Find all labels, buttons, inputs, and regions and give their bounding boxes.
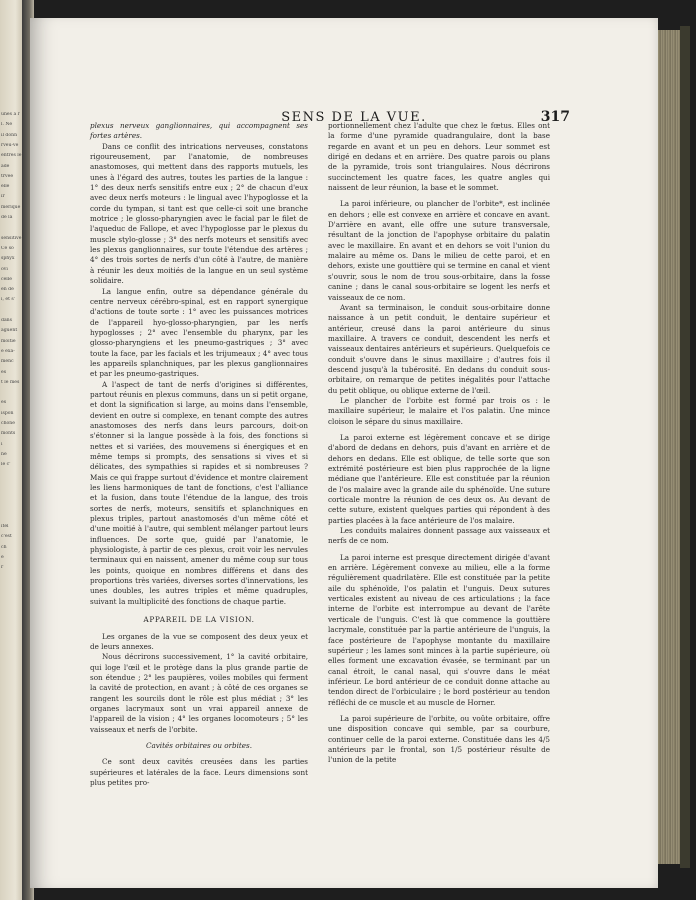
previous-page-fragment: en de	[1, 287, 14, 293]
previous-page-edge	[0, 0, 22, 900]
paragraph: Avant sa terminaison, le conduit sous-orbitaire donne naissance à un petit conduit, le dentaire supérieur et antérieur, creusé dans la paroi antérieure du sinus maxillaire. A travers ce conduit, descendent les nerfs et vaisseaux dentaires antérieurs et supérieurs. Quelquefois ce conduit s'ouvre dans le sinus maxillaire ; d'autres fois il descend jusqu'à la tubérosité. En dedans du conduit sous-orbitaire, on remarque de petites inégalités pour l'attache du petit oblique, ou oblique externe de l'œil.	[328, 302, 550, 395]
previous-page-fragment: r	[1, 565, 4, 571]
previous-page-fragment: il donn	[1, 132, 18, 138]
previous-page-fragment: i, et s'	[1, 297, 16, 303]
previous-page-fragment: mérique	[1, 204, 21, 210]
previous-page-fragment: sphyx	[1, 256, 15, 262]
paragraph: La paroi interne est presque directement dirigée d'avant en arrière. Légèrement convexe au milieu, elle a la forme régulièrement quadrilatère. Elle est constituée par la petite aile du sphénoïde, l'os palatin et l'unguis. Deux sutures verticales existent au niveau de ces articulations ; la face interne de l'orbite est interrompue au devant de l'arête verticale de l'unguis. C'est là que commence la gouttière lacrymale, constituée par la partie antérieure de l'unguis, la face postérieure de l'apophyse montante du maxillaire supérieur ; les lames sont minces à la partie supérieure, où elles forment une excavation évasée, se terminant par un canal étroit, le canal nasal, qui s'ouvre dans le méat inférieur. Le bord antérieur de ce conduit donne attache au tendon direct de l'orbiculaire ; le bord postérieur au tendon réfléchi de ce muscle et au muscle de Horner.	[328, 552, 550, 707]
previous-page-fragment: l. Ne	[1, 122, 13, 128]
previous-page-fragment: ade	[1, 163, 10, 169]
previous-page-fragment: entres le	[1, 153, 22, 159]
previous-page-fragment: c'est	[1, 534, 12, 540]
running-title: SENS DE LA VUE.	[281, 110, 427, 125]
paragraph: La paroi inférieure, ou plancher de l'orbite*, est inclinée en dehors ; elle est convexe en arrière et concave en avant. D'arrière en avant, elle offre une suture transversale, résultant de la jonction de l'apophyse orbitaire du palatin avec le maxillaire. En avant et en dehors se voit l'union du malaire au même os. Dans le milieu de cette paroi, et en dehors, existe une gouttière qui se termine en canal et vient s'ouvrir, sous le nom de trou sous-orbitaire, dans la fosse canine ; dans le canal sous-orbitaire se logent les nerfs et vaisseaux de ce nom.	[328, 199, 550, 302]
previous-page-fragment: ovi	[1, 266, 8, 272]
previous-page-fragment: trvée	[1, 173, 14, 179]
previous-page-fragment: ch	[1, 544, 7, 550]
previous-page-fragment: aguent	[1, 328, 18, 334]
previous-page-fragment: le c'	[1, 462, 11, 468]
previous-page-fragment: sensitive	[1, 235, 22, 241]
paragraph: Dans ce conflit des intrications nerveuses, constatons rigoureusement, par l'anatomie, de nombreuses anastomoses, qui mettent dans des rapports mutuels, les unes à l'égard des autres, toutes les parties de la langue : 1° des deux nerfs sensitifs entre eux ; 2° de chacun d'eux avec deux nerfs moteurs : le lingual avec l'hypoglosse et la corde du tympan, si tant est que celle-ci soit une branche motrice ; le glosso-pharyngien avec le facial par le filet de l'aqueduc de Fallope, et avec l'hypoglosse par le plexus du muscle stylo-glosse ; 3° des nerfs moteurs et sensitifs avec les plexus ganglionnaires, sur toute l'étendue des artères ; 4° des trois sortes de nerfs d'un côté à l'autre, de manière à réunir les deux moitiés de la langue en un seul système solidaire.	[90, 141, 308, 286]
previous-page-fragment: i	[1, 441, 3, 447]
previous-page-fragment: moitié	[1, 338, 16, 344]
previous-page-fragment: menc	[1, 359, 14, 365]
paragraph: plexus nerveux ganglionnaires, qui accompagnent ses fortes artères.	[90, 121, 308, 141]
previous-page-fragment: es	[1, 400, 7, 406]
paragraph: La langue enfin, outre sa dépendance générale du centre nerveux cérébro-spinal, est en rapport synergique d'actions de toute sorte : 1° avec les puissances motrices de l'appareil hyo-glosso-pharyngien, par les nerfs hypoglosses ; 2° avec l'ensemble du pharynx, par les glosso-pharyngiens et les pneumo-gastriques ; 3° avec toute la face, par les facials et les trijumeaux ; 4° avec tous les appareils splanchniques, par les plexus ganglionnaires et par les pneumo-gastriques.	[90, 286, 308, 379]
previous-page-fragment: Ce so	[1, 245, 14, 251]
previous-page-fragment: itel	[1, 524, 9, 529]
previous-page-fragment: unes à l'	[1, 112, 21, 117]
previous-page-fragment: chone	[1, 421, 15, 426]
previous-page-fragment: e	[1, 554, 4, 560]
page-number: 317	[540, 109, 570, 125]
book-page	[30, 18, 658, 888]
paragraph: Ce sont deux cavités creusées dans les parties supérieures et latérales de la face. Leurs dimensions sont plus petites pro-	[90, 757, 308, 787]
previous-page-fragment: de la	[1, 215, 13, 220]
previous-page-fragment: ne	[1, 451, 7, 457]
paragraph: Les conduits malaires donnent passage aux vaisseaux et nerfs de ce nom.	[328, 526, 550, 546]
paragraph: La paroi externe est légèrement concave et se dirige d'abord de dedans en dehors, puis d'avant en arrière et de dehors en dedans. Elle est oblique, de telle sorte que son extrémité postérieure est bien plus rapprochée de la ligne médiane que l'antérieure. Elle est constituée par la réunion de l'os malaire avec la grande aile du sphénoïde. Une suture corticale montre la réunion de ces deux os. Au devant de cette suture, existent quelques parties qui répondent à des parties placées à la face antérieure de l'os malaire.	[328, 432, 550, 525]
paragraph: Le plancher de l'orbite est formé par trois os : le maxillaire supérieur, le malaire et l'os palatin. Une mince cloison le sépare du sinus maxillaire.	[328, 395, 550, 426]
previous-page-fragment: dans	[1, 318, 12, 323]
previous-page-fragment: e exa-	[1, 348, 15, 354]
paragraph: A l'aspect de tant de nerfs d'origines si différentes, partout réunis en plexus communs, dans un si petit organe, et dont la signification si large, au moins dans l'ensemble, devient en outre si complexe, en tenant compte des autres anastomoses des nerfs dans leurs parcours, doit-on s'étonner si la langue possède à la fois, des fonctions si nettes et si variées, des mouvemens si énergiques et en même temps si prompts, des sensations si vives et si délicates, des sympathies si rapides et si nombreuses ? Mais ce qui frappe surtout d'évidence et montre clairement les liens harmoniques de tant de fonctions, c'est l'alliance et la fusion, dans toute l'étendue de la langue, des trois sortes de nerfs, moteurs, sensitifs et splanchniques en plexus triples, partout anastomosés d'un même côté et d'une moitié à l'autre, qui semblent mélanger partout leurs influences. De sorte que, guidé par l'anatomie, le physiologiste, à partir de ces plexus, croit voir les nervules terminaux qui en naissent, amener du même coup sur tous les points, quoique en nombres différens et dans des proportions très variées, diverses sortes d'innervations, les unes doubles, les autres triples et même quadruples, suivant la multiplicité des fonctions de chaque partie.	[90, 379, 308, 606]
paragraph: Les organes de la vue se composent des deux yeux et de leurs annexes.	[90, 631, 308, 651]
section-title: APPAREIL DE LA VISION.	[143, 615, 255, 625]
paragraph: portionnellement chez l'adulte que chez le fœtus. Elles ont la forme d'une pyramide quadrangulaire, dont la base regarde en avant et un peu en dehors. Leur sommet est dirigé en dedans et en arrière. Des quatre parois ou plans de la pyramide, trois sont triangulaires. Nous décrirons succinctement les quatre faces, les quatre angles qui naissent de leur réunion, la base et le sommet.	[328, 121, 550, 193]
previous-page-fragment: ispon	[1, 410, 14, 416]
previous-page-fragment: celle	[1, 276, 12, 282]
right-column	[328, 121, 550, 766]
previous-page-fragment: elle	[1, 184, 10, 190]
previous-page-fragment: es	[1, 369, 7, 375]
paragraph: La paroi supérieure de l'orbite, ou voûte orbitaire, offre une disposition concave qui semble, par sa courbure, continuer celle de la paroi externe. Constituée dans les 4/5 antérieurs par le frontal, son 1/5 postérieur résulte de l'union de la petite	[328, 713, 550, 765]
previous-page-fragment: t le mes	[1, 379, 20, 385]
previous-page-fragment: monts	[1, 431, 16, 437]
left-column	[90, 121, 308, 788]
subsection-title: Cavités orbitaires ou orbites.	[145, 740, 253, 750]
previous-page-fragment: ir	[1, 194, 5, 200]
previous-page-fragment: rveu-ve	[1, 142, 19, 148]
paragraph: Nous décrirons successivement, 1° la cavité orbitaire, qui loge l'œil et le protège dans la plus grande partie de son étendue ; 2° les paupières, voiles mobiles qui ferment la cavité de protection, en avant ; à côté de ces organes se rangent les sourcils dont le rôle est plus médiat ; 3° les organes lacrymaux sont un vrai appareil annexe de l'appareil de la vision ; 4° les organes locomoteurs ; 5° les vaisseaux et nerfs de l'orbite.	[90, 652, 308, 734]
